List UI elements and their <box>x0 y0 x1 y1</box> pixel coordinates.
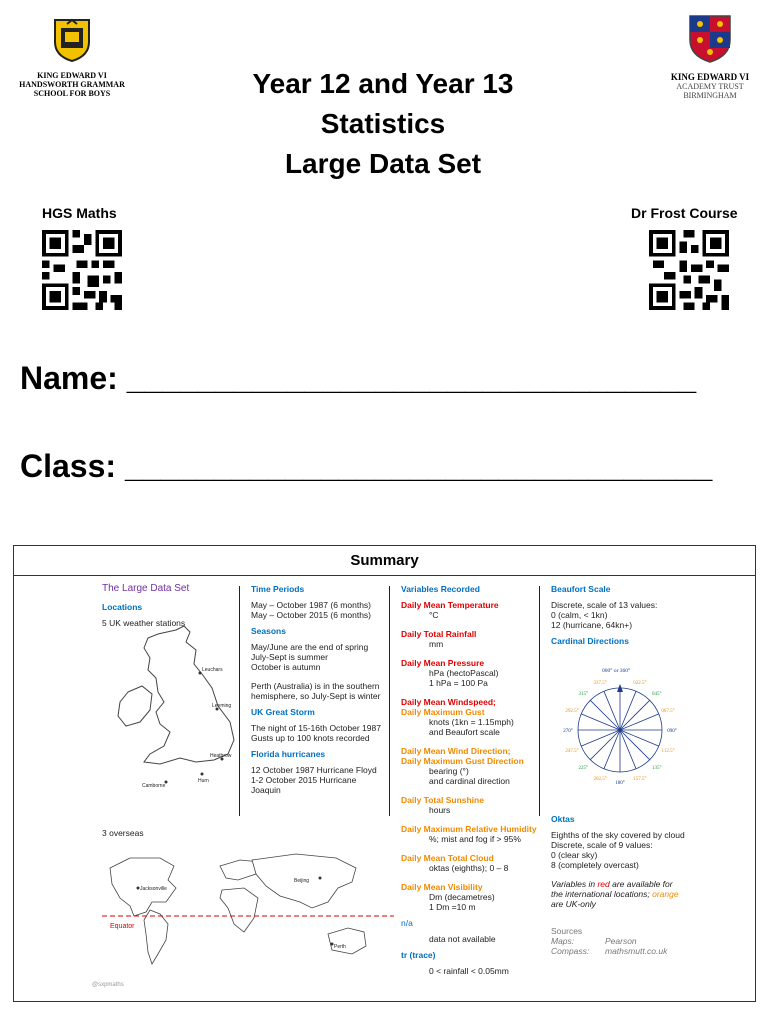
uk-place-label: Leeming <box>212 703 232 709</box>
variable-unit: °C <box>429 610 439 620</box>
uk-place-label: Hurn <box>198 778 209 784</box>
compass-degree-label: 225° <box>578 765 588 771</box>
variable-unit: and Beaufort scale <box>429 727 500 737</box>
body-line: 8 (completely overcast) <box>551 860 639 870</box>
qr-code-icon[interactable] <box>649 230 729 310</box>
variable-unit: 1 Dm =10 m <box>429 902 476 912</box>
na-text: data not available <box>429 934 496 944</box>
variable-unit: hPa (hectoPascal) <box>429 668 499 678</box>
qr-label-hgs: HGS Maths <box>42 205 117 221</box>
body-line: Eighths of the sky covered by cloud <box>551 830 685 840</box>
trace-heading: tr (trace) <box>401 950 436 960</box>
world-place-label: Beijing <box>294 878 310 884</box>
body-line: May/June are the end of spring <box>251 642 369 652</box>
world-place-label: Jacksonville <box>140 886 167 892</box>
uk-place-label: Heathrow <box>210 753 232 759</box>
compass-degree-label: 292.5° <box>565 709 579 715</box>
qr-label-drfrost: Dr Frost Course <box>631 205 738 221</box>
compass-degree-label: 045° <box>652 692 662 698</box>
trace-text: 0 < rainfall < 0.05mm <box>429 966 509 976</box>
variable-name: Daily Mean Pressure <box>401 658 485 668</box>
logo-text-line: KING EDWARD VI <box>37 71 107 80</box>
compass-degree-label: 337.5° <box>593 680 607 686</box>
variable-name: Daily Mean Total Cloud <box>401 853 494 863</box>
compass-degree-label: 270° <box>563 729 573 734</box>
source-line: Compass: mathsmutt.co.uk <box>551 946 668 956</box>
compass-degree-label: 067.5° <box>661 709 675 715</box>
qr-code-icon[interactable] <box>42 230 122 310</box>
uk-map <box>114 622 244 802</box>
academy-trust-logo <box>660 14 760 100</box>
title-line: Large Data Set <box>284 148 482 179</box>
summary-heading: Summary <box>14 546 755 576</box>
title-line: Statistics <box>320 108 446 139</box>
overseas-text: 3 overseas <box>102 828 144 838</box>
variables-column <box>401 584 541 976</box>
body-line: 12 (hurricane, 64kn+) <box>551 620 633 630</box>
oktas-block <box>551 814 701 956</box>
variable-name: Daily Mean Wind Direction; <box>401 746 511 756</box>
trust-shield-icon <box>688 14 732 64</box>
compass-degree-label: 315° <box>578 692 588 698</box>
variable-unit: knots (1kn = 1.15mph) <box>429 717 514 727</box>
variable-unit: mm <box>429 639 444 649</box>
body-line: 12 October 1987 Hurricane Floyd <box>251 765 377 775</box>
variable-name: Daily Mean Temperature <box>401 600 499 610</box>
body-line: Discrete, scale of 9 values: <box>551 840 653 850</box>
page-title <box>150 64 616 184</box>
source-line: Maps: Pearson <box>551 936 637 946</box>
variable-unit: %; mist and fog if > 95% <box>429 834 521 844</box>
lds-title: The Large Data Set <box>102 583 190 594</box>
seasons-heading: Seasons <box>251 626 286 636</box>
variables-heading: Variables Recorded <box>401 584 480 594</box>
body-line: 0 (clear sky) <box>551 850 598 860</box>
body-line: May – October 2015 (6 months) <box>251 610 372 620</box>
compass-rose-diagram <box>562 664 702 786</box>
availability-note: Variables in red are available for the international locations; orange are UK-only <box>551 879 679 909</box>
variable-name: Daily Mean Windspeed; <box>401 697 496 707</box>
variable-unit: bearing (°) <box>429 766 469 776</box>
name-field[interactable]: Name: ________________________________ <box>20 360 697 396</box>
logo-text-line: KING EDWARD VI <box>670 72 750 82</box>
compass-top-label: 000° or 360° <box>602 668 631 674</box>
logo-text-line: BIRMINGHAM <box>683 91 737 100</box>
column-divider <box>389 586 390 816</box>
world-map <box>102 848 394 978</box>
handsworth-logo <box>18 18 126 98</box>
storm-heading: UK Great Storm <box>251 707 315 717</box>
compass-degree-label: 157.5° <box>633 777 647 783</box>
equator-label: Equator <box>110 923 135 930</box>
uk-place-label: Leuchars <box>202 667 223 673</box>
sources-heading: Sources <box>551 926 583 936</box>
body-line: hemisphere, so July-Sept is winter <box>251 691 381 701</box>
variable-name: Daily Mean Visibility <box>401 882 483 892</box>
uk-stations-text: 5 UK weather stations <box>102 618 186 628</box>
compass-degree-label: 135° <box>652 765 662 771</box>
body-line: 0 (calm, < 1kn) <box>551 610 608 620</box>
scales-column <box>551 584 701 652</box>
body-line: October is autumn <box>251 662 321 672</box>
compass-spoke <box>620 700 650 730</box>
compass-degree-label: 022.5° <box>633 680 647 686</box>
beaufort-heading: Beaufort Scale <box>551 584 611 594</box>
compass-spoke <box>620 730 650 760</box>
body-line: May – October 1987 (6 months) <box>251 600 372 610</box>
variable-name: Daily Total Sunshine <box>401 795 484 805</box>
variable-name: Daily Maximum Relative Humidity <box>401 824 537 834</box>
body-line: Discrete, scale of 13 values: <box>551 600 658 610</box>
variable-unit: and cardinal direction <box>429 776 510 786</box>
locations-heading: Locations <box>102 602 143 612</box>
compass-degree-label: 202.5° <box>593 777 607 783</box>
compass-degree-label: 090° <box>667 729 677 734</box>
compass-degree-label: 180° <box>615 781 625 786</box>
variable-unit: 1 hPa = 100 Pa <box>429 678 488 688</box>
body-line: The night of 15-16th October 1987 <box>251 723 381 733</box>
credit-text: @sxpmaths <box>92 982 124 988</box>
class-field[interactable]: Class: _________________________________ <box>20 448 713 484</box>
body-line: July-Sept is summer <box>251 652 328 662</box>
logo-text-line: SCHOOL FOR BOYS <box>33 89 111 98</box>
body-line: 1-2 October 2015 Hurricane Joaquin <box>251 775 357 795</box>
variable-name: Daily Maximum Gust <box>401 707 485 717</box>
body-line: Perth (Australia) is in the southern <box>251 681 380 691</box>
time-periods-heading: Time Periods <box>251 584 305 594</box>
hurricanes-heading: Florida hurricanes <box>251 749 326 759</box>
body-line: Gusts up to 100 knots recorded <box>251 733 370 743</box>
time-periods-column <box>251 584 386 795</box>
column-divider <box>239 586 240 816</box>
na-heading: n/a <box>401 918 413 928</box>
compass-degree-label: 247.5° <box>565 748 579 754</box>
school-crest-icon <box>53 18 91 62</box>
variable-unit: oktas (eighths); 0 – 8 <box>429 863 509 873</box>
compass-degree-label: 112.5° <box>661 748 675 754</box>
logo-text-line: ACADEMY TRUST <box>676 82 744 91</box>
variable-name: Daily Maximum Gust Direction <box>401 756 524 766</box>
variable-name: Daily Total Rainfall <box>401 629 477 639</box>
cardinal-heading: Cardinal Directions <box>551 636 629 646</box>
summary-panel <box>13 545 756 1002</box>
variable-unit: Dm (decametres) <box>429 892 495 902</box>
oktas-heading: Oktas <box>551 814 575 824</box>
compass-spoke <box>590 730 620 760</box>
logo-text-line: HANDSWORTH GRAMMAR <box>19 80 125 89</box>
variable-unit: hours <box>429 805 451 815</box>
uk-place-label: Camborne <box>142 783 166 789</box>
title-line: Year 12 and Year 13 <box>252 68 514 99</box>
world-place-label: Perth <box>334 944 346 950</box>
compass-spoke <box>590 700 620 730</box>
